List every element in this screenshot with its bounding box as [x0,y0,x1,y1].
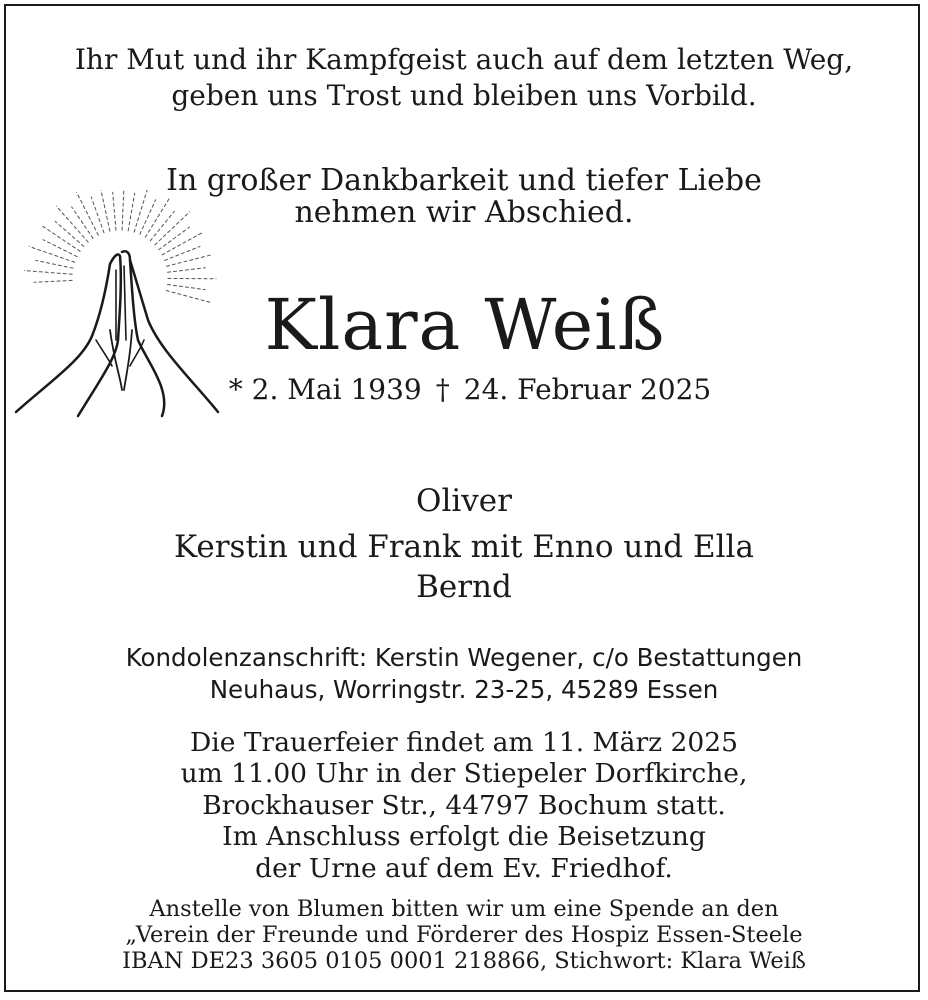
ray-line [43,240,77,257]
mourner-line: Bernd [416,569,512,605]
mourner-line: Kerstin und Frank mit Enno und Ella [174,529,754,565]
ray-line [162,232,204,255]
ray-line [29,247,74,263]
ray-line [128,193,134,230]
ray-line [77,192,99,235]
mourner-line: Oliver [416,483,512,519]
ray-line [140,200,156,235]
birth-date: * 2. Mai 1939 [228,373,422,406]
service-line: um 11.00 Uhr in der Stiepeler Dorfkirche, [180,758,748,789]
condolence-address-line-2: Neuhaus, Worringstr. 23-25, 45289 Essen [209,675,719,704]
donation-line: „Verein der Freunde und Förderer des Hospiz Essen-Steele [125,922,803,948]
ray-line [113,192,116,230]
ray-line [91,197,104,233]
farewell-line-1: In großer Dankbarkeit und tiefer Liebe [166,163,762,198]
donation-line: Anstelle von Blumen bitten wir um eine Spende an den [149,896,779,922]
service-line: Im Anschluss erfolgt die Beisetzung [222,821,706,852]
death-date: 24. Februar 2025 [463,373,712,406]
ray-line [159,227,190,249]
ray-line [36,260,73,268]
service-line: Die Trauerfeier findet am 11. März 2025 [190,727,738,758]
donation-line: IBAN DE23 3605 0105 0001 218866, Stichwort: Klara Weiß [122,948,806,974]
ray-line [150,211,174,240]
condolence-address-line-1: Kondolenzanschrift: Kerstin Wegener, c/o Bestattungen [125,643,803,672]
ray-line [72,207,93,238]
ray-line [155,212,190,245]
service-line: Brockhauser Str., 44797 Bochum statt. [202,790,726,821]
ray-line [55,221,84,246]
death-cross-symbol: † [435,373,450,406]
ray-line [168,268,206,273]
ray-line [24,271,72,275]
quote-line-2: geben uns Trost und bleiben uns Vorbild. [171,79,757,112]
quote-line-1: Ihr Mut und ihr Kampfgeist auch auf dem letzten Weg, [74,43,854,76]
deceased-name: Klara Weiß [264,284,666,366]
farewell-line-2: nehmen wir Abschied. [294,195,634,230]
ray-line [34,280,72,282]
ray-line [122,190,124,230]
ray-line [134,190,148,232]
ray-line [165,246,200,260]
ray-line [168,285,206,290]
service-line: der Urne auf dem Ev. Friedhof. [255,853,673,884]
life-dates [110,373,830,406]
ray-line [167,254,214,266]
